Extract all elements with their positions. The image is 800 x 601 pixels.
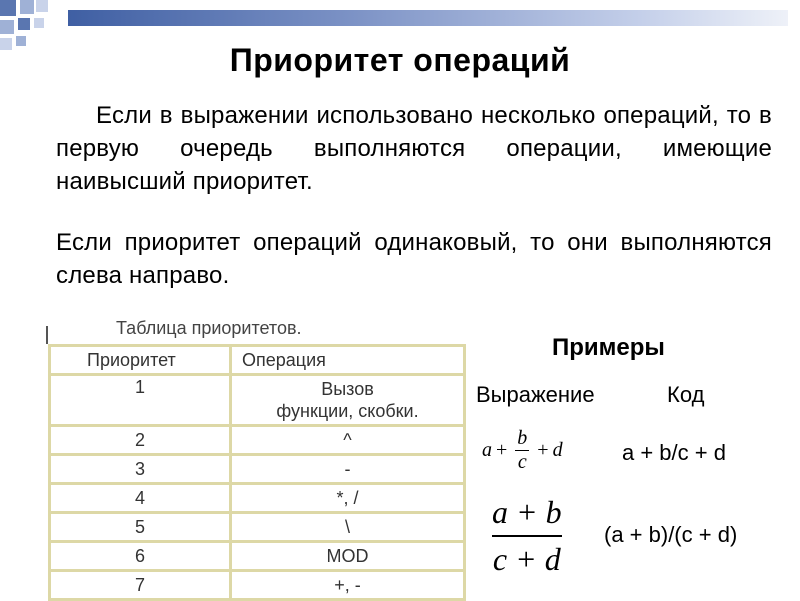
operation-cell [231,375,465,426]
operation-cell: \ [231,513,465,542]
priority-cell: 4 [50,484,231,513]
operation-cell: *, / [231,484,465,513]
priority-cell: 5 [50,513,231,542]
corner-square [18,18,30,30]
table-row [50,571,465,600]
operation-cell: - [231,455,465,484]
examples-title: Примеры [552,334,665,361]
table-caption: Таблица приоритетов. [116,318,302,338]
math-operator: + [537,438,549,461]
table-row [50,375,465,426]
operation-cell: +, - [231,571,465,600]
example-2-code: (a + b)/(c + d) [604,522,738,547]
top-gradient-rule [68,10,788,26]
operation-cell: MOD [231,542,465,571]
priority-cell: 1 [50,375,231,426]
table-row [50,484,465,513]
math-fraction [515,427,529,474]
corner-square [0,0,16,16]
priority-table [48,344,466,601]
corner-square [34,18,44,28]
math-operator: + [496,438,508,461]
fraction-denominator: c + d [492,541,561,577]
priority-cell: 7 [50,571,231,600]
corner-square [20,0,34,14]
priority-table-container [48,344,466,595]
math-variable: d [552,438,563,461]
code-column-label: Код [667,382,705,407]
corner-square [36,0,48,12]
fraction-denominator: c [517,450,527,473]
operation-line: функции, скобки. [276,401,419,421]
table-row [50,542,465,571]
fraction-bar [492,535,562,537]
table-row [50,513,465,542]
priority-cell: 2 [50,426,231,455]
slide-title: Приоритет операций [229,42,571,78]
table-row [50,455,465,484]
fraction-numerator: a + b [492,494,562,530]
header-priority: Приоритет [50,346,231,375]
math-variable: a [482,438,492,461]
priority-cell: 6 [50,542,231,571]
corner-square [0,20,14,34]
fraction-numerator: b [517,426,528,449]
operation-line: Вызов [321,379,374,399]
table-row [50,426,465,455]
table-header-row [50,346,465,375]
rule-paragraph-1: Если в выражении использовано несколько операций, то в первую очередь выполняются операции, имеющие наивысший приоритет. [56,102,772,195]
header-operation: Операция [231,346,465,375]
example-2-formula [492,494,562,578]
example-1-code: a + b/c + d [622,440,726,465]
rule-paragraph-2: Если приоритет операций одинаковый, то они выполняются слева направо. [56,229,772,289]
priority-cell: 3 [50,455,231,484]
expression-column-label: Выражение [476,382,595,407]
operation-cell: ^ [231,426,465,455]
example-1-formula [482,418,563,482]
table-left-marker [46,326,48,344]
